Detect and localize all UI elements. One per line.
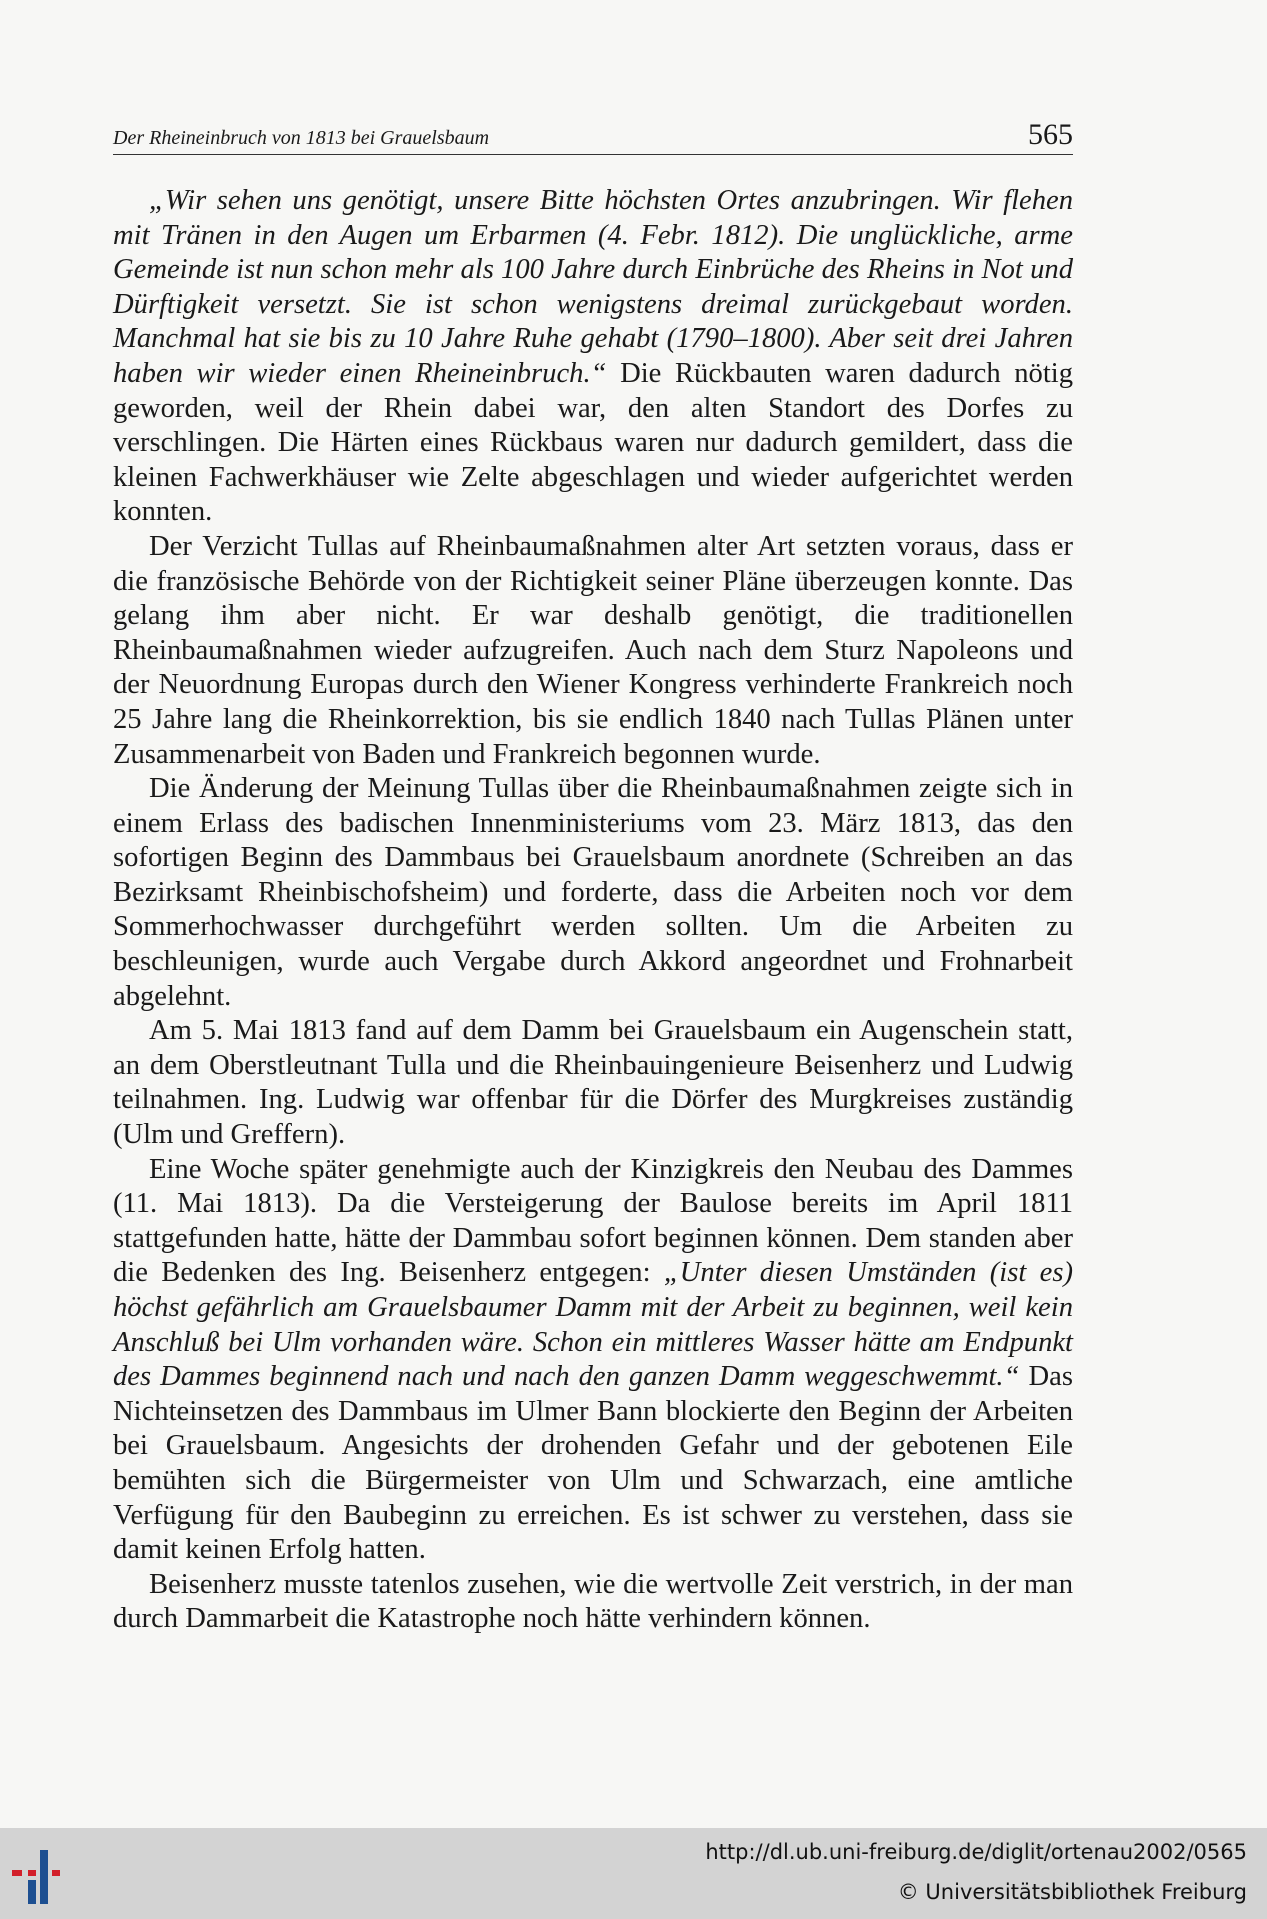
page-number: 565 bbox=[1028, 118, 1073, 151]
running-title: Der Rheineinbruch von 1813 bei Grauelsbaum bbox=[113, 127, 490, 149]
paragraph-3: Die Änderung der Meinung Tullas über die Rheinbaumaßnahmen zeigte sich in einem Erlass des badischen Innenministeriums vom 23. März 1813, das den sofortigen Beginn des Dammbaus bei Grauelsbaum anordnete (Schreiben an das Bezirksamt Rheinbischofsheim) und forderte, dass die Arbeiten noch vor dem Sommerhochwasser durchgeführt werden sollten. Um die Arbeiten zu beschleunigen, wurde auch Vergabe durch Akkord angeordnet und Frohnarbeit abgelehnt. bbox=[113, 773, 1073, 1012]
paragraph-1 bbox=[113, 184, 1073, 530]
paragraph-2: Der Verzicht Tullas auf Rheinbaumaßnahmen alter Art setzten voraus, dass er die französische Behörde von der Richtigkeit seiner Pläne überzeugen konnte. Das gelang ihm aber nicht. Er war deshalb genötigt, die traditionellen Rheinbaumaßnahmen wieder aufzugreifen. Auch nach dem Sturz Napoleons und der Neuordnung Europas durch den Wiener Kongress verhinderte Frankreich noch 25 Jahre lang die Rheinkorrektion, bis sie endlich 1840 nach Tullas Plänen unter Zusammenarbeit von Baden und Frankreich begonnen wurde. bbox=[113, 530, 1073, 770]
permalink[interactable]: http://dl.ub.uni-freiburg.de/diglit/ortenau2002/0565 bbox=[705, 1840, 1247, 1864]
ub-freiburg-logo-icon[interactable] bbox=[10, 1846, 80, 1906]
quote-petition: „Wir sehen uns genötigt, unsere Bitte höchsten Ortes anzubringen. Wir flehen mit Tränen in den Augen um Erbarmen (4. Febr. 1812). Die unglückliche, arme Gemeinde ist nun schon mehr als 100 Jahre durch Einbrüche des Rheins in Not und Dürftigkeit versetzt. Sie ist schon wenigstens dreimal zurückgebaut worden. Manchmal hat sie bis zu 10 Jahre Ruhe gehabt (1790–1800). Aber seit drei Jahren haben wir wieder einen Rheineinbruch.“ bbox=[113, 185, 1073, 389]
footer-bar bbox=[0, 1828, 1267, 1919]
paragraph-5-end: Das Nichteinsetzen des Dammbaus im Ulmer Bann blockierte den Beginn der Arbeiten bei Grauelsbaum. Angesichts der drohenden Gefahr und der gebotenen Eile bemühten sich die Bürgermeister von Ulm und Schwarzach, eine amtliche Verfügung für den Baubeginn zu erreichen. Es ist schwer zu verstehen, dass sie damit keinen Erfolg hatten. bbox=[113, 1361, 1073, 1566]
paragraph-1-rest: Die Rückbauten waren dadurch nötig geworden, weil der Rhein dabei war, den alten Standort des Dorfes zu verschlingen. Die Härten eines Rückbaus waren nur dadurch gemildert, dass die kleinen Fachwerkhäuser wie Zelte abgeschlagen und wieder aufgerichtet werden konnten. bbox=[113, 357, 1074, 528]
paragraph-5-start: Eine Woche später genehmigte auch der Kinzigkreis den Neubau des Dammes (11. Mai 1813). Da die Versteigerung der Baulose bereits im April 1811 stattgefunden hatte, hätte der Dammbau sofort beginnen können. Dem standen aber die Bedenken des Ing. Beisenherz entgegen: bbox=[113, 1153, 1073, 1289]
copyright-notice: © Universitätsbibliothek Freiburg bbox=[897, 1880, 1247, 1904]
paragraph-6: Beisenherz musste tatenlos zusehen, wie die wertvolle Zeit verstrich, in der man durch Dammarbeit die Katastrophe noch hätte verhindern können. bbox=[113, 1568, 1073, 1635]
paragraph-4: Am 5. Mai 1813 fand auf dem Damm bei Grauelsbaum ein Augenschein statt, an dem Oberstleutnant Tulla und die Rheinbauingenieure Beisenherz und Ludwig teilnahmen. Ing. Ludwig war offenbar für die Dörfer des Murgkreises zuständig (Ulm und Greffern). bbox=[113, 1015, 1073, 1151]
body-text bbox=[113, 184, 1073, 1637]
running-head bbox=[113, 118, 1073, 155]
quote-beisenherz: „Unter diesen Umständen (ist es) höchst gefährlich am Grauelsbaumer Damm mit der Arbeit zu beginnen, weil kein Anschluß bei Ulm vorhanden wäre. Schon ein mittleres Wasser hätte am Endpunkt des Dammes beginnend nach und nach den ganzen Damm weggeschwemmt.“ bbox=[113, 1257, 1073, 1393]
paragraph-5 bbox=[113, 1153, 1073, 1568]
